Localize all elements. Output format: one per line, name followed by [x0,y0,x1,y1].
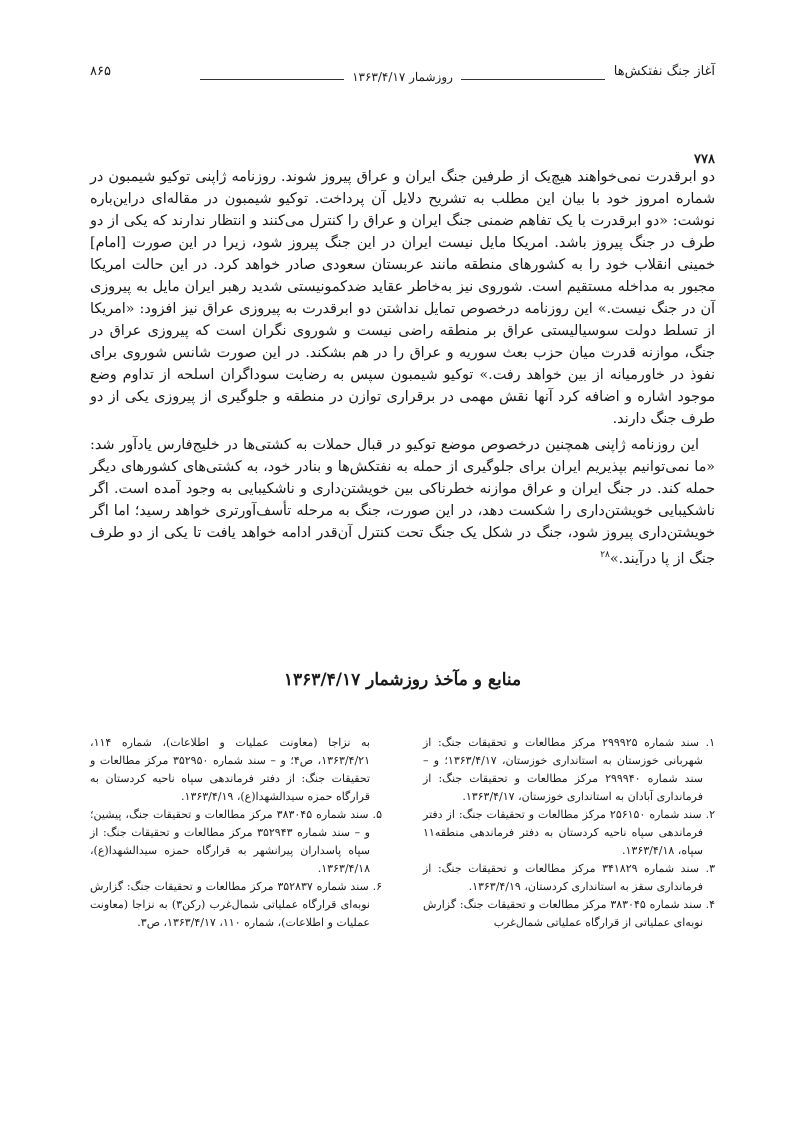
source-item: ۵. سند شماره ۳۸۳۰۴۵ مرکز مطالعات و تحقیقات جنگ، پیشین؛ و – سند شماره ۳۵۲۹۴۳ مرکز مطالعات و تحقیقات جنگ: از سپاه پاسداران پیرانشهر به قرارگاه حمزه سیدالشهدا(ع)، ۱۳۶۳/۴/۱۸. [90,808,382,875]
entry-number: ۷۷۸ [694,152,715,167]
source-item-continuation: به نزاجا (معاونت عملیات و اطلاعات)، شماره ۱۱۴، ۱۳۶۳/۴/۲۱، ص۴؛ و – سند شماره ۳۵۲۹۵۰ مرکز مطالعات و تحقیقات جنگ: از دفتر فرماندهی سپاه ناحیه کردستان به قرارگاه حمزه سیدالشهدا(ع)، ۱۳۶۳/۴/۱۹. [90,736,370,803]
running-title-wrap [90,70,715,84]
book-title: آغاز جنگ نفتکش‌ها [613,64,715,79]
sources-right-column [423,734,715,932]
sources-left-column [90,734,382,932]
source-item: ۶. سند شماره ۳۵۲۸۳۷ مرکز مطالعات و تحقیقات جنگ: گزارش نوبه‌ای قرارگاه عملیاتی شمال‌غرب (رکن۳) به نزاجا (معاونت عملیات و اطلاعات)، شماره ۱۱۰، ۱۳۶۳/۴/۱۷، ص۳. [90,880,382,929]
paragraph-text: این روزنامه ژاپنی همچنین درخصوص موضع توکیو در قبال حملات به کشتی‌ها در خلیج‌فارس یادآور شد: «ما نمی‌توانیم بپذیریم ایران برای جلوگیری از حمله به نفتکش‌ها و بنادر خود، به کشتی‌های کشورهای دیگر حمله کند. در جنگ ایران و عراق موازنه خطرناکی بین خویشتن‌داری و ناشکیبایی به وجود آمده است. اگر ناشکیبایی خویشتن‌داری را شکست دهد، در این صورت، جنگ به مرحله تأسف‌آورتری خواهد رسید؛ اما اگر خویشتن‌داری پیروز شود، جنگ در شکل یک جنگ تحت کنترل آن‌قدر ادامه خواهد یافت تا یکی از دو طرف جنگ از پا درآیند.» [90,437,715,567]
source-item: ۱. سند شماره ۲۹۹۹۲۵ مرکز مطالعات و تحقیقات جنگ: از شهربانی خوزستان به استانداری خوزستان، ۱۳۶۳/۴/۱۷؛ و – سند شماره ۲۹۹۹۴۰ مرکز مطالعات و تحقیقات جنگ: از فرمانداری آبادان به استانداری خوزستان، ۱۳۶۳/۴/۱۷. [423,736,715,803]
footnote-ref: ۲۸ [600,550,610,560]
body-text [90,166,715,570]
source-item: ۴. سند شماره ۳۸۳۰۴۵ مرکز مطالعات و تحقیقات جنگ: گزارش نوبه‌ای عملیاتی از قرارگاه عملیاتی شمال‌غرب [423,898,715,929]
source-item: ۲. سند شماره ۲۵۶۱۵۰ مرکز مطالعات و تحقیقات جنگ: از دفتر فرماندهی سپاه ناحیه کردستان به دفتر فرماندهی منطقه۱۱ سپاه، ۱۳۶۳/۴/۱۸. [423,808,715,857]
sources-heading: منابع و مآخذ روزشمار ۱۳۶۳/۴/۱۷ [283,670,522,690]
paragraph [90,434,715,570]
paragraph: دو ابرقدرت نمی‌خواهند هیچ‌یک از طرفین جنگ ایران و عراق پیروز شوند. روزنامه ژاپنی توکیو شیمبون در شماره امروز خود با بیان این مطلب به تشریح دلایل آن پرداخت. توکیو شیمبون در مقاله‌ای دراین‌باره نوشت: «دو ابرقدرت با یک تفاهم ضمنی جنگ ایران و عراق را کنترل می‌کنند و انتظار ندارند که یکی از دو طرف در جنگ پیروز باشد. امریکا مایل نیست ایران در این جنگ پیروز شود، زیرا در این صورت [امام] خمینی انقلاب خود را به کشورهای منطقه مانند عربستان سعودی صادر خواهد کرد. در این حالت امریکا مجبور به مداخله مستقیم است. شوروی نیز به‌خاطر عقاید ضدکمونیستی شدید رهبر ایران مایل به پیروزی آن در جنگ نیست.» این روزنامه درخصوص تمایل نداشتن دو ابرقدرت به پیروزی عراق نیز افزود: «امریکا از تسلط دولت سوسیالیستی عراق بر منطقه راضی نیست و شوروی نگران است که پیروزی عراق در جنگ، موازنه قدرت میان حزب بعث سوریه و عراق را در هم بشکند. در این صورت شانس شوروی برای نفوذ در خاورمیانه از بین خواهد رفت.» توکیو شیمبون سپس به رضایت سوداگران اسلحه از تداوم وضع موجود اشاره و اضافه کرد آنها نقش مهمی در برقراری توازن در منطقه و جلوگیری از پیروزی یکی از دو طرف جنگ دارند. [90,169,715,427]
page-number: ۸۶۵ [90,64,111,79]
running-title: روزشمار ۱۳۶۳/۴/۱۷ [344,70,461,84]
running-header [90,64,715,88]
source-item: ۳. سند شماره ۳۴۱۸۲۹ مرکز مطالعات و تحقیقات جنگ: از فرمانداری سقز به استانداری کردستان، ۱۳۶۳/۴/۱۹. [423,862,715,893]
